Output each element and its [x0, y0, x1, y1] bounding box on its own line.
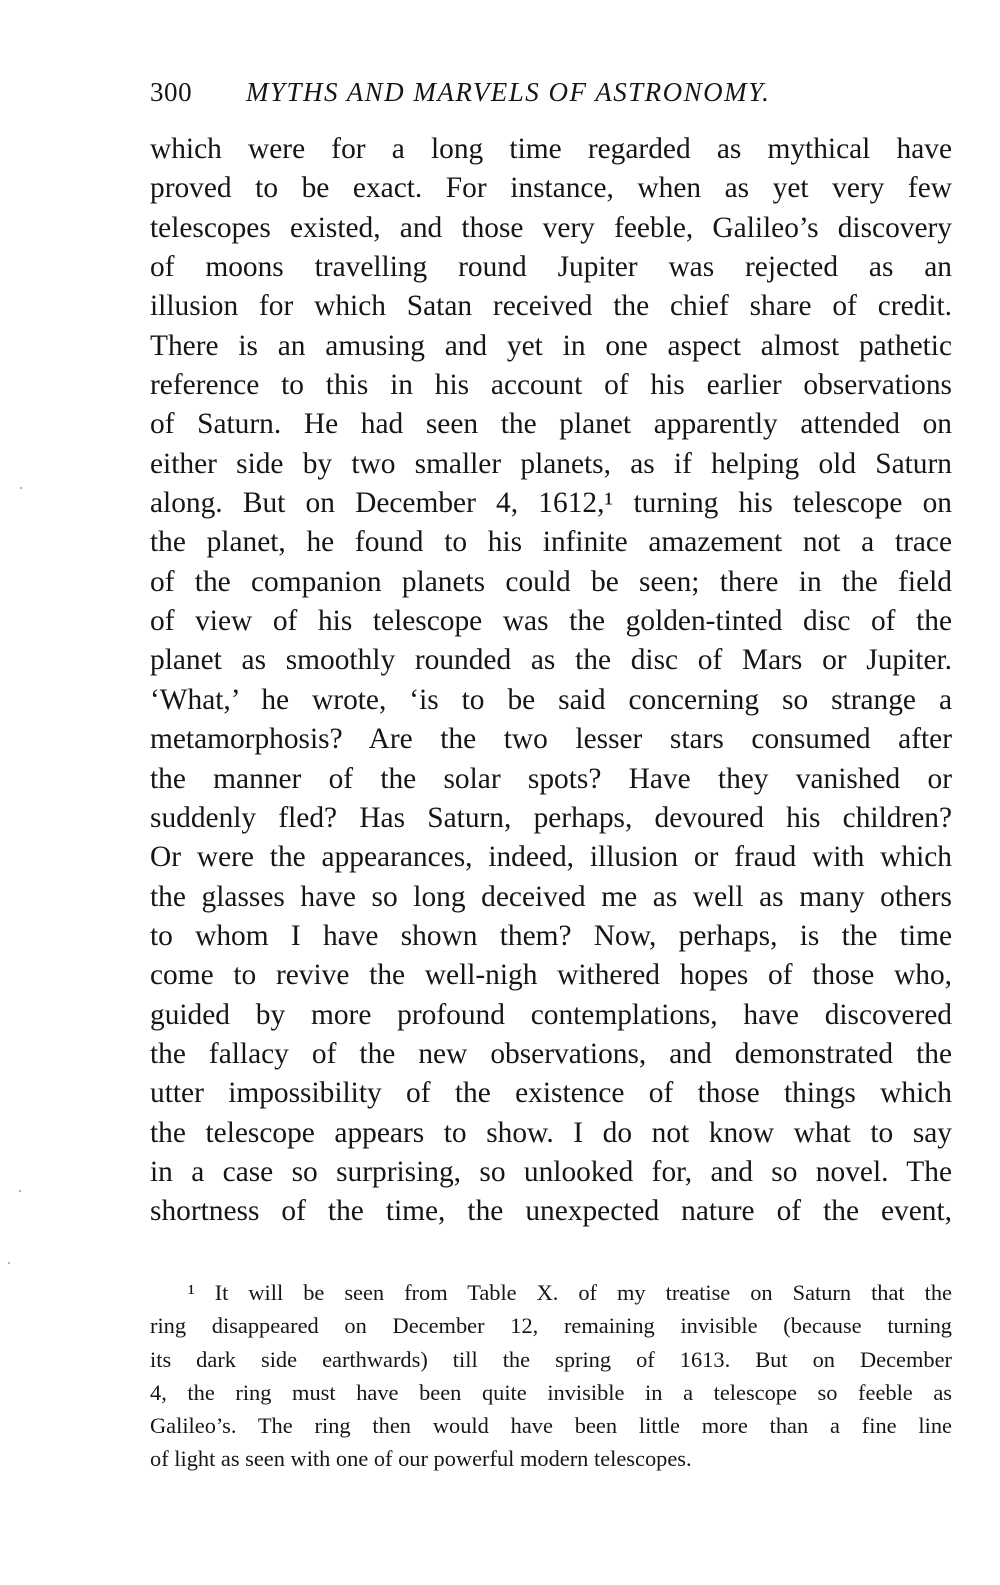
text-line: of view of his telescope was the golden-tinted disc of the: [150, 605, 952, 638]
text-line: the fallacy of the new observations, and demonstrated the: [150, 1037, 952, 1070]
text-line: which were for a long time regarded as mythical have: [150, 133, 952, 165]
footnote-line: its dark side earthwards) till the spring of 1613. But on December: [150, 1346, 952, 1372]
footnote-block: [150, 1276, 952, 1476]
footnote-line: Galileo’s. The ring then would have been little more than a fine line: [150, 1413, 952, 1439]
scan-speck: [19, 1190, 21, 1192]
footnote-line: ¹ It will be seen from Table X. of my treatise on Saturn that the: [188, 1280, 952, 1305]
footnote-line: of light as seen with one of our powerful modern telescopes.: [150, 1446, 692, 1472]
text-line: metamorphosis? Are the two lesser stars consumed after: [150, 723, 952, 756]
text-line: to whom I have shown them? Now, perhaps, is the time: [150, 919, 952, 952]
scan-speck: [8, 1262, 10, 1264]
text-line: either side by two smaller planets, as if helping old Saturn: [150, 447, 952, 480]
footnote-line: 4, the ring must have been quite invisible in a telescope so feeble as: [150, 1379, 952, 1405]
text-line: guided by more profound contemplations, have discovered: [150, 998, 952, 1031]
text-line: suddenly fled? Has Saturn, perhaps, devoured his children?: [150, 801, 952, 834]
text-line: come to revive the well-nigh withered hopes of those who,: [150, 959, 952, 992]
scan-speck: [20, 487, 22, 489]
text-line: reference to this in his account of his earlier observations: [150, 369, 952, 402]
text-line: shortness of the time, the unexpected nature of the event,: [150, 1195, 952, 1228]
text-line: along. But on December 4, 1612,¹ turning his telescope on: [150, 487, 952, 520]
text-line: the planet, he found to his infinite amazement not a trace: [150, 526, 952, 559]
text-line: of Saturn. He had seen the planet apparently attended on: [150, 408, 952, 441]
text-line: There is an amusing and yet in one aspect almost pathetic: [150, 329, 952, 362]
text-line: planet as smoothly rounded as the disc of Mars or Jupiter.: [150, 644, 952, 677]
running-title: MYTHS AND MARVELS OF ASTRONOMY.: [246, 77, 771, 107]
running-header: [150, 72, 870, 112]
text-line: ‘What,’ he wrote, ‘is to be said concerning so strange a: [150, 683, 952, 716]
text-line: utter impossibility of the existence of those things which: [150, 1077, 952, 1110]
footnote-line: ring disappeared on December 12, remaining invisible (because turning: [150, 1313, 952, 1339]
text-line: in a case so surprising, so unlooked for, and so novel. The: [150, 1155, 952, 1188]
text-line: illusion for which Satan received the chief share of credit.: [150, 290, 952, 323]
page-number: 300: [150, 77, 193, 107]
text-line: of the companion planets could be seen; there in the field: [150, 565, 952, 598]
text-line: of moons travelling round Jupiter was rejected as an: [150, 251, 952, 284]
text-line: the glasses have so long deceived me as well as many others: [150, 880, 952, 913]
text-line: telescopes existed, and those very feeble, Galileo’s discovery: [150, 211, 952, 244]
body-text: [150, 130, 952, 1232]
text-line: Or were the appearances, indeed, illusion or fraud with which: [150, 841, 952, 874]
text-line: the manner of the solar spots? Have they vanished or: [150, 762, 952, 795]
text-line: the telescope appears to show. I do not know what to say: [150, 1116, 952, 1149]
text-line: proved to be exact. For instance, when as yet very few: [150, 172, 952, 205]
